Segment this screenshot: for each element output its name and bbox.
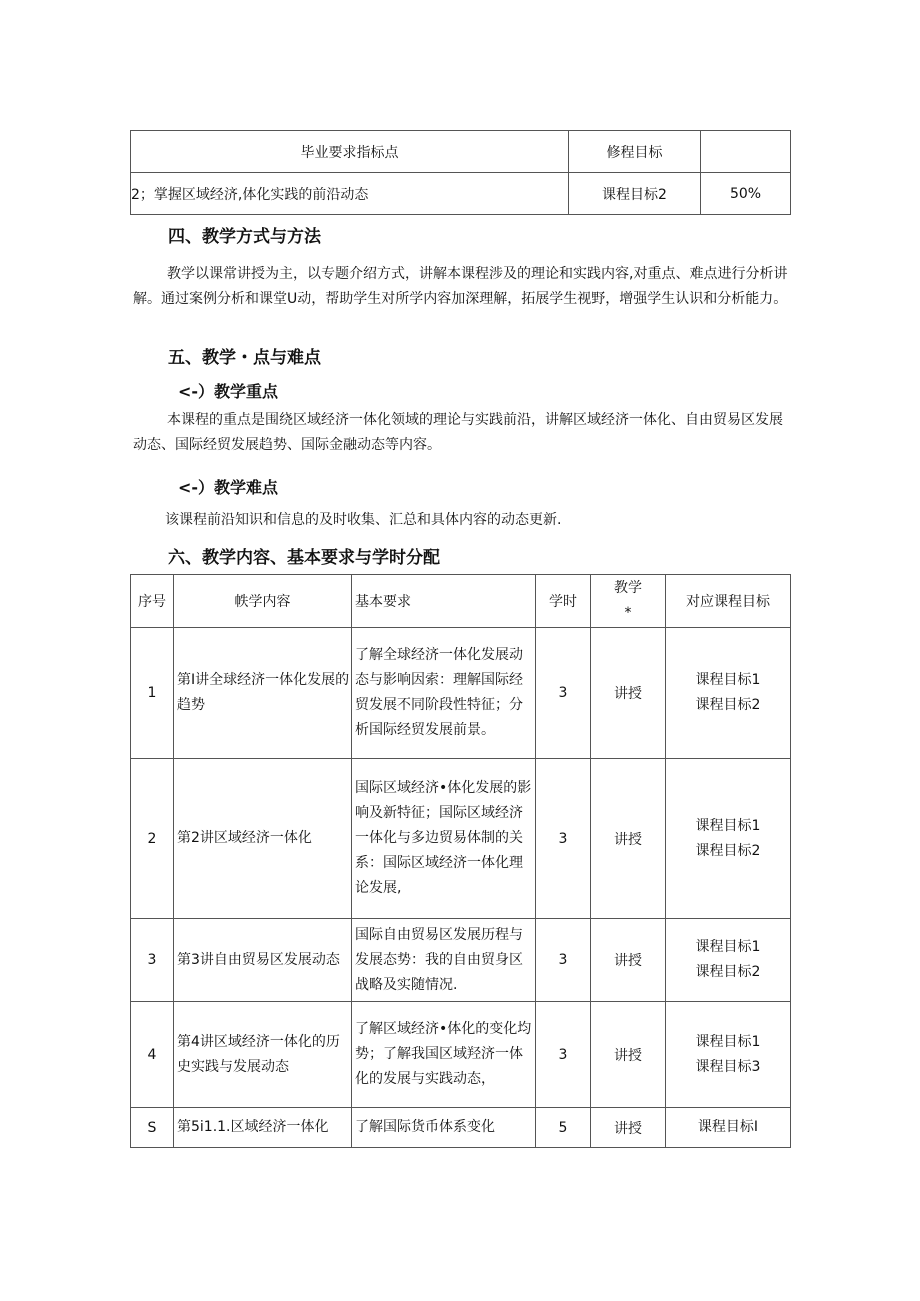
- row-seq: 4: [131, 1002, 174, 1108]
- row-content: 第2讲区域经济一体化: [174, 759, 352, 919]
- row-seq: 1: [131, 628, 174, 759]
- row-content: 第4讲区域经济一体化的历史实践与发展动态: [174, 1002, 352, 1108]
- table-row: [131, 919, 791, 1002]
- row-hours: 3: [536, 1002, 591, 1108]
- row-requirements: 了解全球经济一体化发展动态与影响因索：理解国际经贸发展不同阶段性特征；分析国际经贸发展前景。: [352, 628, 536, 759]
- row-method: 讲授: [591, 919, 666, 1002]
- row-requirements: 国际区域经济•体化发展的影响及新特征；国际区域经济一体化与多边贸易体制的关系：国际区域经济一体化理论发展,: [352, 759, 536, 919]
- key-points-paragraph: 本课程的重点是围绕区域经济一体化领域的理论与实践前沿，讲解区域经济一体化、自由贸易区发展动态、国际经贸发展趋势、国际金融动态等内容。: [133, 412, 783, 453]
- difficulties-paragraph: 该课程前沿知识和信息的及时收集、汇总和具体内容的动态更新.: [165, 512, 562, 528]
- section4-heading: 四、教学方式与方法: [168, 227, 321, 247]
- table-row: [131, 628, 791, 759]
- row-goal: 课程目标1 课程目标2: [666, 628, 791, 759]
- table-row: [131, 759, 791, 919]
- row-requirements: 国际自由贸易区发展历程与发展态势：我的自由贸身区战略及实随情况.: [352, 919, 536, 1002]
- row-requirements: 了解国际货币体系变化: [352, 1108, 536, 1148]
- teaching-content-table: [130, 574, 791, 1148]
- header-requirements: 基本要求: [352, 575, 536, 628]
- row-method: 讲授: [591, 628, 666, 759]
- table-row: [131, 1108, 791, 1148]
- row-goal: 课程目标1 课程目标3: [666, 1002, 791, 1108]
- key-points-heading: <-）教学重点: [178, 382, 279, 401]
- row-course-goal: 课程目标2: [569, 173, 701, 215]
- header-hours: 学时: [536, 575, 591, 628]
- row-indicator: 2；掌握区域经济,体化实践的前沿动态: [131, 173, 569, 215]
- row-content: 第I讲全球经济一体化发展的趋势: [174, 628, 352, 759]
- row-goal: 课程目标1 课程目标2: [666, 919, 791, 1002]
- header-method: 教学 *: [591, 575, 666, 628]
- header-course-goal: 修程目标: [569, 131, 701, 173]
- difficulties-heading: <-）教学难点: [178, 478, 279, 497]
- row-hours: 3: [536, 919, 591, 1002]
- row-content: 第3讲自由贸易区发展动态: [174, 919, 352, 1002]
- header-weight: [701, 131, 791, 173]
- row-method: 讲授: [591, 1002, 666, 1108]
- row-weight: 50%: [701, 173, 791, 215]
- header-content: 帙学内容: [174, 575, 352, 628]
- graduation-requirements-table: [130, 130, 791, 215]
- row-goal: 课程目标I: [666, 1108, 791, 1148]
- row-method: 讲授: [591, 759, 666, 919]
- header-seq: 序号: [131, 575, 174, 628]
- row-hours: 5: [536, 1108, 591, 1148]
- section6-heading: 六、教学内容、基本要求与学时分配: [168, 548, 440, 568]
- row-seq: 3: [131, 919, 174, 1002]
- section4-paragraph: 教学以课常讲授为主，以专题介绍方式，讲解本课程涉及的理论和实践内容,对重点、难点进行分析讲解。通过案例分析和课堂U动，帮助学生对所学内容加深理解，拓展学生视野，增强学生认识和分析能力。: [133, 266, 788, 307]
- row-content: 第5i1.1.区域经济一体化: [174, 1108, 352, 1148]
- row-goal: 课程目标1 课程目标2: [666, 759, 791, 919]
- header-indicator: 毕业要求指标点: [131, 131, 569, 173]
- row-hours: 3: [536, 628, 591, 759]
- row-hours: 3: [536, 759, 591, 919]
- table-row: [131, 1002, 791, 1108]
- section5-heading: 五、教学・点与难点: [168, 348, 321, 368]
- row-seq: 2: [131, 759, 174, 919]
- row-seq: S: [131, 1108, 174, 1148]
- row-requirements: 了解区域经济•体化的变化均势；了解我国区域羟济一体化的发展与实践动态，: [352, 1002, 536, 1108]
- table-header-row: [131, 575, 791, 628]
- header-goal: 对应课程目标: [666, 575, 791, 628]
- row-method: 讲授: [591, 1108, 666, 1148]
